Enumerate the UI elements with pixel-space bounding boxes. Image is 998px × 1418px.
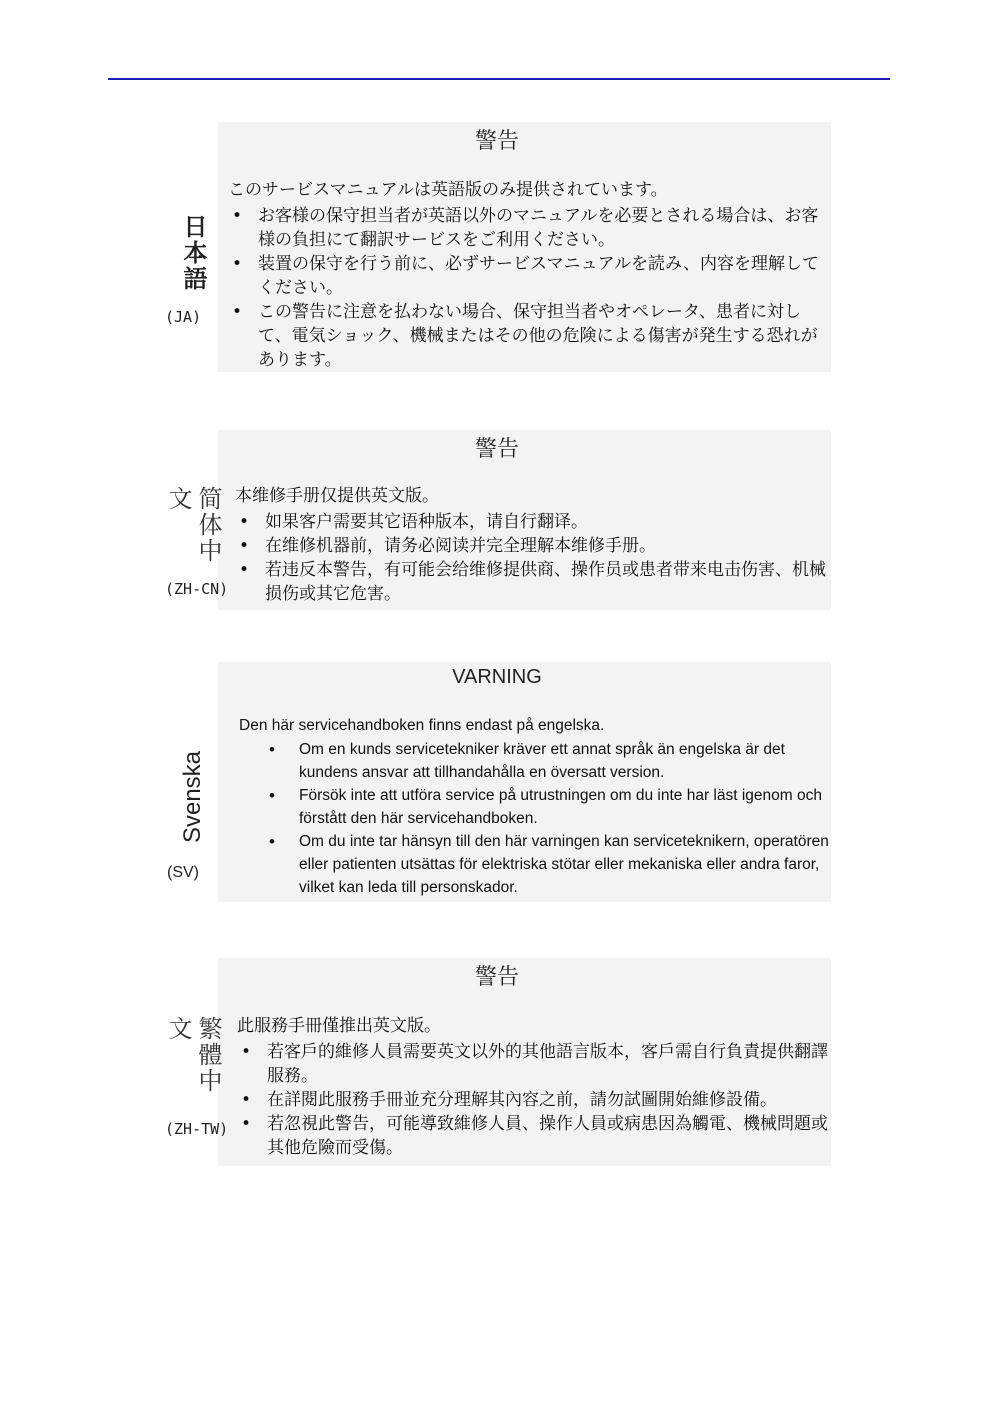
header-rule <box>108 78 890 80</box>
language-label: 繁體中文 <box>164 1016 222 1094</box>
bullet-icon: • <box>269 786 275 805</box>
warning-bullets <box>235 510 831 606</box>
bullet-icon: • <box>239 512 250 532</box>
warning-title: 警告 <box>474 129 519 154</box>
language-label: 日本語 <box>179 214 207 292</box>
bullet-item: • 装置の保守を行う前に、必ずサービスマニュアルを読み、内容を理解してください。 <box>232 254 819 298</box>
bullet-item: • お客様の保守担当者が英語以外のマニュアルを必要とされる場合は、お客様の負担にて翻訳サービスをご利用ください。 <box>232 206 819 250</box>
bullet-item: • Om du inte tar hänsyn till den här varningen kan serviceteknikern, operatören eller patienten utsättas för elektriska stötar eller mekaniska eller andra faror, vilket kan leda till personskador. <box>269 832 829 896</box>
bullet-item: • Försök inte att utföra service på utrustningen om du inte har läst igenom och förstått den här servicehandboken. <box>269 786 822 827</box>
bullet-item: • 若违反本警告，有可能会给维修提供商、操作员或患者带来电击伤害、机械损伤或其它危害。 <box>239 560 826 604</box>
warning-intro: このサービスマニュアルは英語版のみ提供されています。 <box>228 180 668 200</box>
bullet-icon: • <box>269 832 275 851</box>
bullet-icon: • <box>241 1114 252 1134</box>
bullet-icon: • <box>241 1090 252 1110</box>
bullet-item: • Om en kunds servicetekniker kräver ett annat språk än engelska är det kundens ansvar att tillhandahålla en översatt version. <box>269 740 785 781</box>
language-code: (JA) <box>165 308 202 326</box>
bullet-item: • 在维修机器前，请务必阅读并完全理解本维修手册。 <box>239 536 656 556</box>
warning-intro: 此服務手冊僅推出英文版。 <box>237 1016 441 1036</box>
warning-title: VARNING <box>452 666 542 688</box>
language-code: (ZH-CN) <box>165 580 229 598</box>
bullet-icon: • <box>239 536 250 556</box>
warning-section-zh-tw <box>163 958 831 1166</box>
language-code: (SV) <box>167 864 199 881</box>
language-code: (ZH-TW) <box>165 1120 229 1138</box>
warning-intro: 本维修手册仅提供英文版。 <box>235 486 439 506</box>
bullet-item: • 在詳閱此服務手冊並充分理解其內容之前，請勿試圖開始維修設備。 <box>241 1090 777 1110</box>
bullet-icon: • <box>269 740 275 759</box>
bullet-item: • この警告に注意を払わない場合、保守担当者やオペレータ、患者に対して、電気ショック、機械またはその他の危険による傷害が発生する恐れがあります。 <box>232 302 818 370</box>
language-label: 简体中文 <box>164 486 222 564</box>
bullet-icon: • <box>239 560 250 580</box>
bullet-icon: • <box>232 206 243 226</box>
warning-section-zh-cn <box>163 430 831 610</box>
warning-title: 警告 <box>474 965 519 990</box>
warning-title: 警告 <box>474 437 519 462</box>
warning-content <box>228 178 831 372</box>
warning-bullets <box>228 204 831 372</box>
bullet-icon: • <box>232 254 243 274</box>
warning-bullets <box>239 738 831 899</box>
warning-section-sv <box>163 662 831 902</box>
bullet-item: • 若客戶的維修人員需要英文以外的其他語言版本，客戶需自行負責提供翻譯服務。 <box>241 1042 828 1086</box>
language-label: Svenska <box>179 750 206 844</box>
warning-bullets <box>237 1040 831 1160</box>
bullet-item: • 若忽視此警告，可能導致維修人員、操作人員或病患因為觸電、機械問題或其他危險而受傷。 <box>241 1114 828 1158</box>
warning-content <box>239 714 831 899</box>
bullet-item: • 如果客户需要其它语种版本，请自行翻译。 <box>239 512 588 532</box>
warning-section-ja <box>163 122 831 372</box>
warning-content <box>237 1014 831 1160</box>
bullet-icon: • <box>232 302 243 322</box>
bullet-icon: • <box>241 1042 252 1062</box>
warning-intro: Den här servicehandboken finns endast på engelska. <box>239 717 605 734</box>
warning-content <box>235 484 831 606</box>
